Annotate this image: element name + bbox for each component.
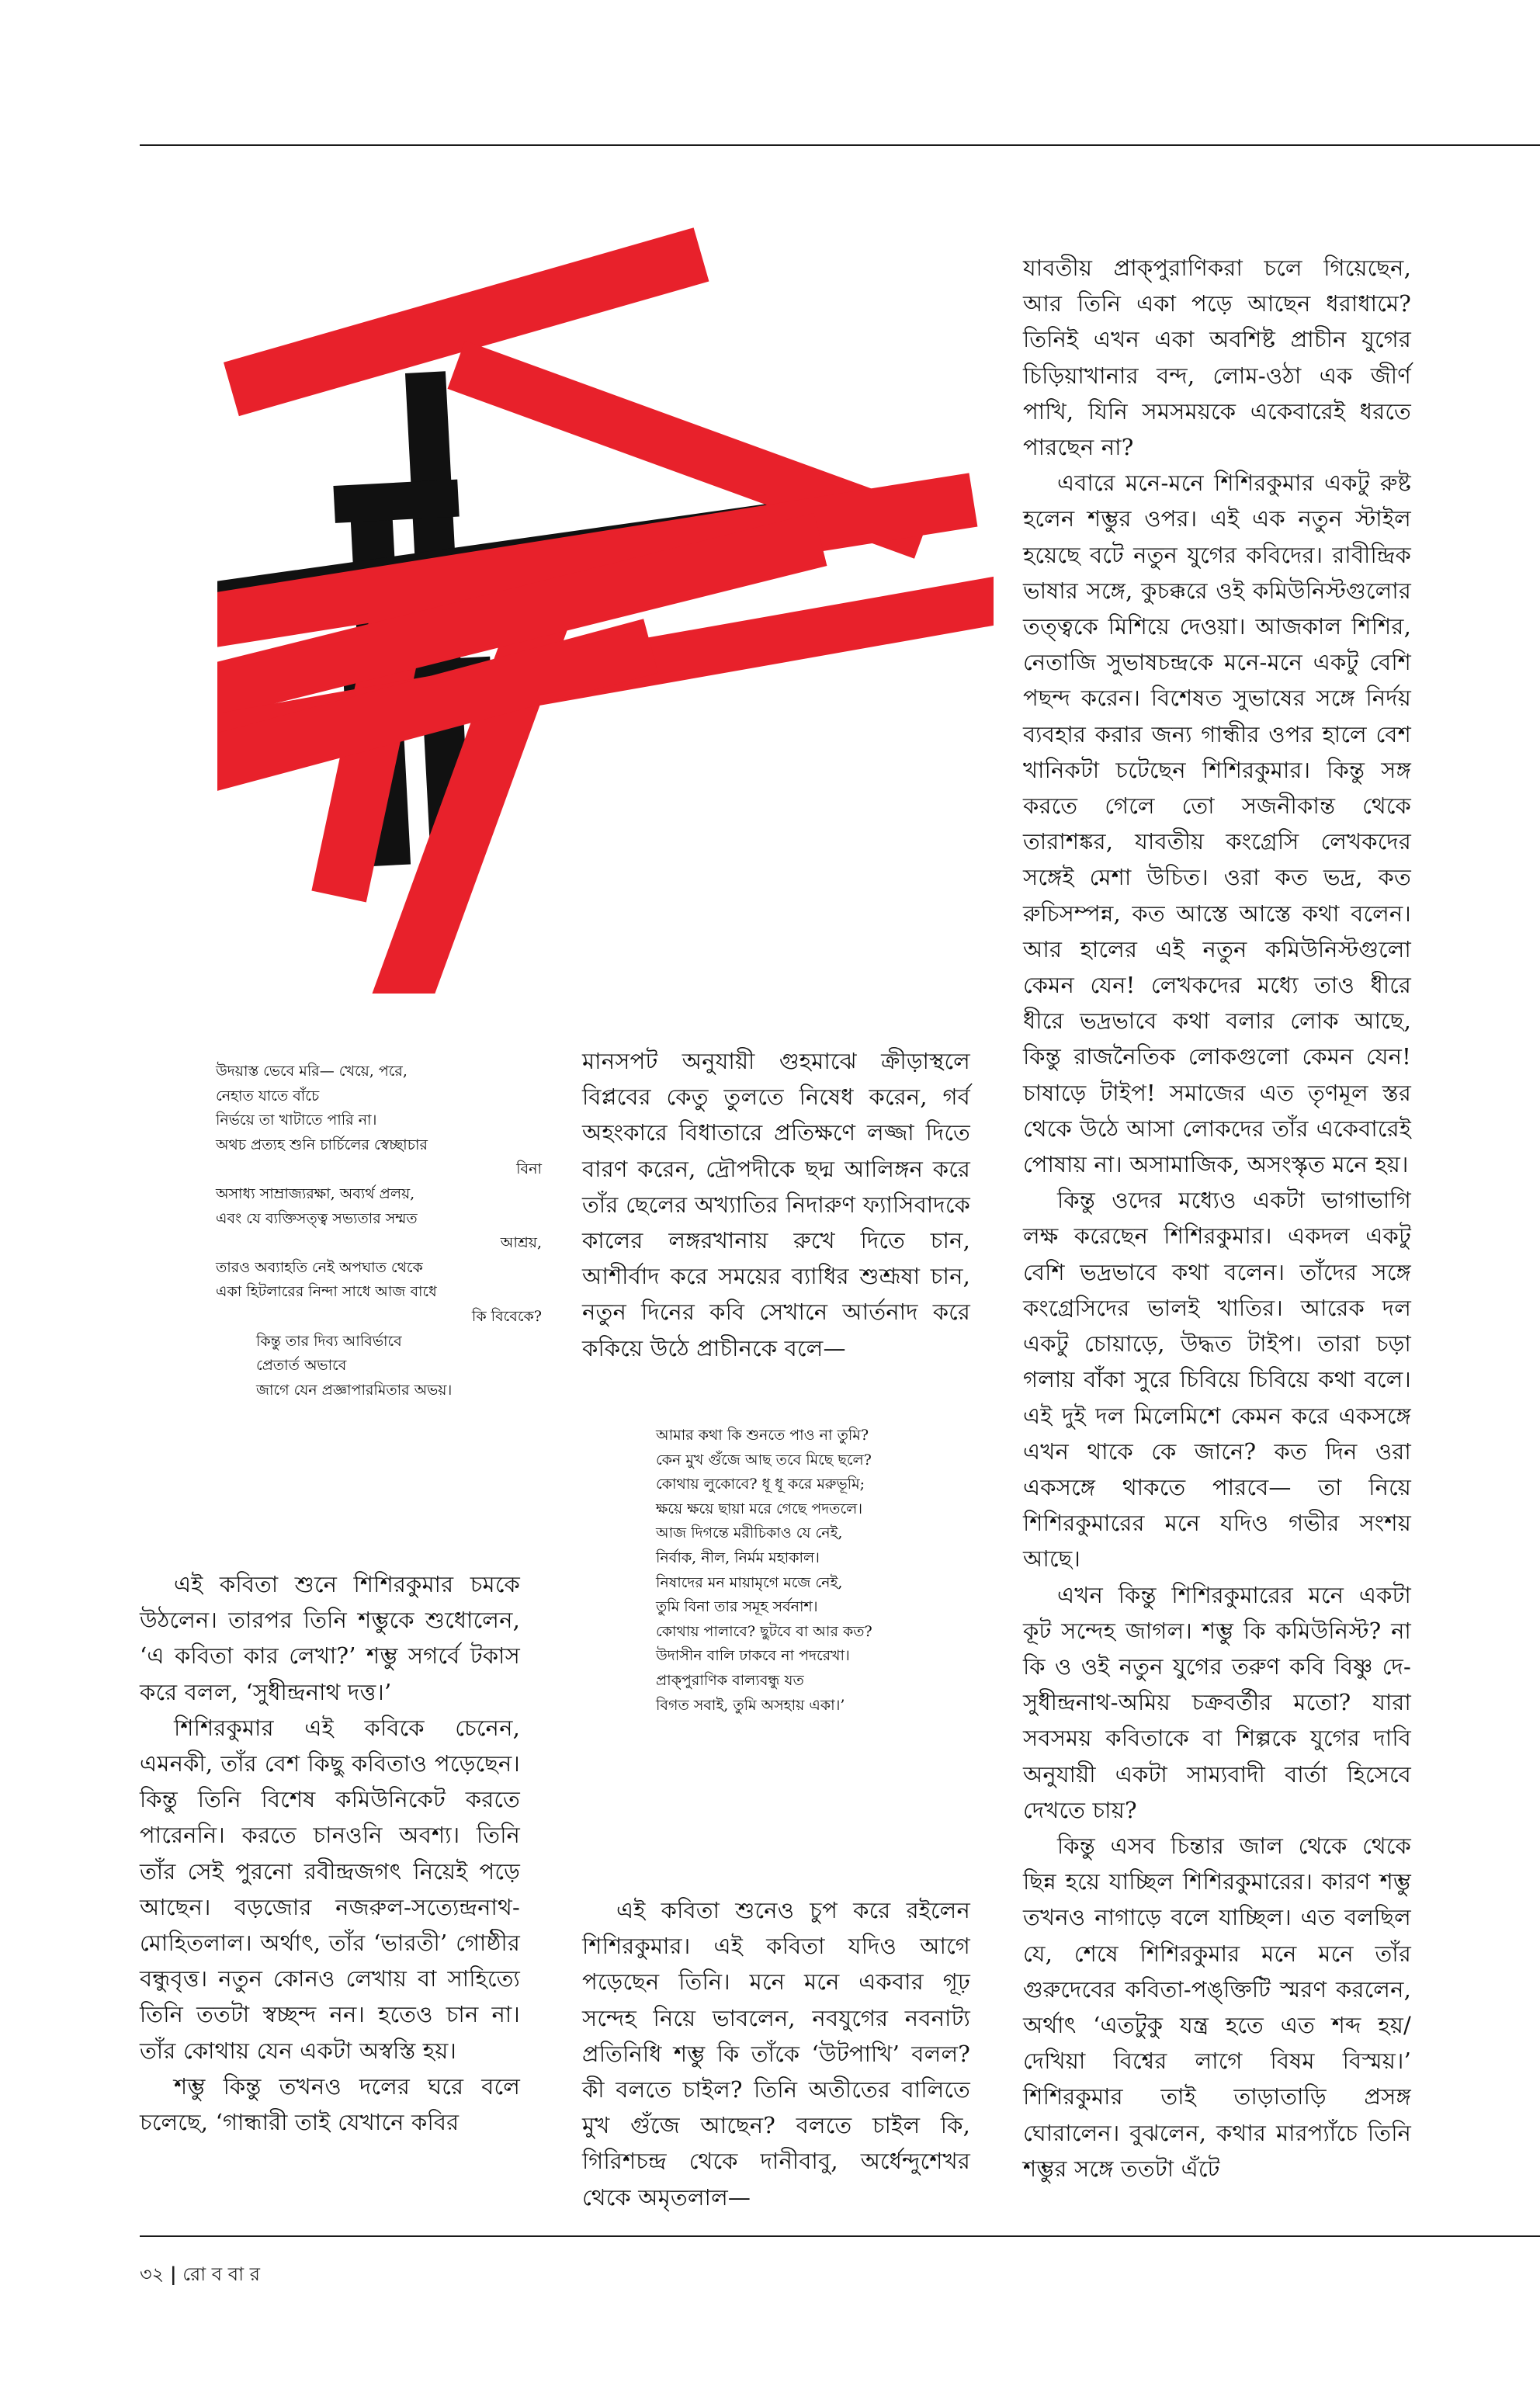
page-footer xyxy=(140,2260,260,2291)
poem-line: আমার কথা কি শুনতে পাও না তুমি? xyxy=(656,1427,869,1444)
poem-line: তারও অব্যাহতি নেই অপঘাত থেকে xyxy=(216,1258,423,1276)
poem-line: কোথায় লুকোবে? ধূ ধূ করে মরুভূমি; xyxy=(656,1476,865,1493)
paragraph: কিন্তু এসব চিন্তার জাল থেকে থেকে ছিন্ন হয়ে যাচ্ছিল শিশিরকুমারের। কারণ শম্ভু তখনও নাগাড়ে বলে যাচ্ছিল। এত বলছিল যে, শেষে শিশিরকুমার মনে মনে তাঁর গুরুদেবের কবিতা-পঙ্‌ক্তিটি স্মরণ করলেন, অর্থাৎ ‘এতটুকু যন্ত্র হতে এত শব্দ হয়/ দেখিয়া বিশ্বের লাগে বিষম বিস্ময়।’ শিশিরকুমার তাই তাড়াতাড়ি প্রসঙ্গ ঘোরালেন। বুঝলেন, কথার মারপ্যাঁচে তিনি শম্ভুর সঙ্গে ততটা এঁটে xyxy=(1023,1832,1411,2182)
poem-middle xyxy=(656,1424,982,1718)
red-black-strips-illustration xyxy=(217,217,994,994)
article-column-left xyxy=(140,1566,520,2140)
poem-left xyxy=(216,1060,542,1403)
poem-line: তুমি বিনা তার সমূহ সর্বনাশ। xyxy=(656,1598,818,1616)
poem-line: জাগে যেন প্রজ্ঞাপারমিতার অভয়। xyxy=(256,1381,453,1399)
paragraph: এই কবিতা শুনেও চুপ করে রইলেন শিশিরকুমার। এই কবিতা যদিও আগে পড়েছেন তিনি। মনে মনে একবার গূঢ় সন্দেহ নিয়ে ভাবলেন, নবযুগের নবনাট্য প্রতিনিধি শম্ভু কি তাঁকে ‘উটপাখি’ বলল? কী বলতে চাইল? তিনি অতীতের বালিতে মুখ গুঁজে আছেন? বলতে চাইল কি, গিরিশচন্দ্র থেকে দানীবাবু, অর্ধেন্দুশেখর থেকে অমৃতলাল— xyxy=(582,1897,970,2211)
poem-line: নেহাত যাতে বাঁচে xyxy=(216,1087,320,1105)
poem-line: ক্ষয়ে ক্ষয়ে ছায়া মরে গেছে পদতলে। xyxy=(656,1500,863,1517)
poem-line: আজ দিগন্তে মরীচিকাও যে নেই, xyxy=(656,1524,843,1542)
poem-line: এবং যে ব্যক্তিসত্ত্ব সভ্যতার সম্মত xyxy=(216,1209,418,1227)
poem-line: কেন মুখ গুঁজে আছ তবে মিছে ছলে? xyxy=(656,1451,872,1469)
paragraph: এবারে মনে-মনে শিশিরকুমার একটু রুষ্ট হলেন শম্ভুর ওপর। এই এক নতুন স্টাইল হয়েছে বটে নতুন যুগের কবিদের। রাবীন্দ্রিক ভাষার সঙ্গে, কুচক্করে ওই কমিউনিস্টগুলোর তত্ত্বকে মিশিয়ে দেওয়া। আজকাল শিশির, নেতাজি সুভাষচন্দ্রকে মনে-মনে একটু বেশি পছন্দ করেন। বিশেষত সুভাষের সঙ্গে নির্দয় ব্যবহার করার জন্য গান্ধীর ওপর হালে বেশ খানিকটা চটেছেন শিশিরকুমার। কিন্তু সঙ্গ করতে গেলে তো সজনীকান্ত থেকে তারাশঙ্কর, যাবতীয় কংগ্রেসি লেখকদের সঙ্গেই মেশা উচিত। ওরা কত ভদ্র, কত রুচিসম্পন্ন, কত আস্তে আস্তে কথা বলেন। আর হালের এই নতুন কমিউনিস্টগুলো কেমন যেন! লেখকদের মধ্যে তাও ধীরে ধীরে ভদ্রভাবে কথা বলার লোক আছে, কিন্তু রাজনৈতিক লোকগুলো কেমন যেন! চাষাড়ে টাইপ! সমাজের এত তৃণমূল স্তর থেকে উঠে আসা লোকদের তাঁর একেবারেই পোষায় না। অসামাজিক, অসংস্কৃত মনে হয়। xyxy=(1023,470,1411,1178)
poem-line: কোথায় পালাবে? ছুটবে বা আর কত? xyxy=(656,1622,872,1640)
paragraph: শিশিরকুমার এই কবিকে চেনেন, এমনকী, তাঁর বেশ কিছু কবিতাও পড়েছেন। কিন্তু তিনি বিশেষ কমিউনিকেট করতে পারেননি। করতে চানওনি অবশ্য। তিনি তাঁর সেই পুরনো রবীন্দ্রজগৎ নিয়েই পড়ে আছেন। বড়জোর নজরুল-সত্যেন্দ্রনাথ-মোহিতলাল। অর্থাৎ, তাঁর ‘ভারতী’ গোষ্ঠীর বন্ধুবৃত্ত। নতুন কোনও লেখায় বা সাহিত্যে তিনি ততটা স্বচ্ছন্দ নন। হতেও চান না। তাঁর কোথায় যেন একটা অস্বস্তি হয়। xyxy=(140,1714,520,2064)
poem-line: প্রাক্‌পুরাণিক বাল্যবন্ধু যত xyxy=(656,1671,804,1689)
poem-line: একা হিটলারের নিন্দা সাধে আজ বাধে xyxy=(216,1283,437,1301)
poem-line: উদয়াস্ত ভেবে মরি— খেয়ে, পরে, xyxy=(216,1063,408,1080)
poem-line: নির্বাক, নীল, নির্মম মহাকাল। xyxy=(656,1549,820,1566)
poem-line: বিগত সবাই, তুমি অসহায় একা।’ xyxy=(656,1696,845,1714)
paragraph: এই কবিতা শুনে শিশিরকুমার চমকে উঠলেন। তারপর তিনি শম্ভুকে শুধোলেন, ‘এ কবিতা কার লেখা?’ শম্ভু সগর্বে টকাস করে বলল, ‘সুধীন্দ্রনাথ দত্ত।’ xyxy=(140,1571,520,1705)
article-column-right xyxy=(1023,250,1411,2187)
magazine-name: রো ব বা র xyxy=(182,2263,260,2285)
poem-line: অথচ প্রত্যহ শুনি চার্চিলের স্বেচ্ছাচার xyxy=(216,1136,428,1153)
poem-line: আশ্রয়, xyxy=(500,1234,542,1252)
poem-line: বিনা xyxy=(516,1160,542,1178)
poem-line: কিন্তু তার দিব্য আবির্ভাবে xyxy=(256,1332,402,1350)
poem-line: নিষাদের মন মায়ামৃগে মজে নেই, xyxy=(656,1573,843,1591)
poem-line: উদাসীন বালি ঢাকবে না পদরেখা। xyxy=(656,1647,850,1665)
top-rule xyxy=(140,144,1540,146)
bottom-rule xyxy=(140,2235,1540,2237)
paragraph: শম্ভু কিন্তু তখনও দলের ঘরে বলে চলেছে, ‘গান্ধারী তাই যেখানে কবির xyxy=(140,2072,520,2136)
article-column-middle-bottom xyxy=(582,1892,970,2215)
footer-separator: | xyxy=(169,2263,177,2285)
paragraph: এখন কিন্তু শিশিরকুমারের মনে একটা কূট সন্দেহ জাগল। শম্ভু কি কমিউনিস্ট? না কি ও ওই নতুন যুগের তরুণ কবি বিষ্ণু দে-সুধীন্দ্রনাথ-অমিয় চক্রবর্তীর মতো? যারা সবসময় কবিতাকে বা শিল্পকে যুগের দাবি অনুযায়ী একটা সাম্যবাদী বার্তা হিসেবে দেখতে চায়? xyxy=(1023,1581,1411,1823)
paragraph: মানসপট অনুযায়ী গুহমাঝে ক্রীড়াস্থলে বিপ্লবের কেতু তুলতে নিষেধ করেন, গর্ব অহংকারে বিধাতারে প্রতিক্ষণে লজ্জা দিতে বারণ করেন, দ্রৌপদীকে ছদ্ম আলিঙ্গন করে তাঁর ছেলের অখ্যাতির নিদারুণ ফ্যাসিবাদকে কালের লঙ্গরখানায় রুখে দিতে চান, আশীর্বাদ করে সময়ের ব্যাধির শুশ্রূষা চান, নতুন দিনের কবি সেখানে আর্তনাদ করে ককিয়ে উঠে প্রাচীনকে বলে— xyxy=(582,1048,971,1361)
poem-line: নির্ভয়ে তা খাটাতে পারি না। xyxy=(216,1112,377,1129)
article-column-middle-top xyxy=(582,1043,970,1366)
paragraph: যাবতীয় প্রাক্‌পুরাণিকরা চলে গিয়েছেন, আর তিনি একা পড়ে আছেন ধরাধামে? তিনিই এখন একা অবশিষ্ট প্রাচীন যুগের চিড়িয়াখানার বন্দ, লোম-ওঠা এক জীর্ণ পাখি, যিনি সমসময়কে একেবারেই ধরতে পারছেন না? xyxy=(1023,255,1411,461)
paragraph: কিন্তু ওদের মধ্যেও একটা ভাগাভাগি লক্ষ করেছেন শিশিরকুমার। একদল একটু বেশি ভদ্রভাবে কথা বলেন। তাঁদের সঙ্গে কংগ্রেসিদের ভালই খাতির। আরেক দল একটু চোয়াড়ে, উদ্ধত টাইপ। তারা চড়া গলায় বাঁকা সুরে চিবিয়ে চিবিয়ে কথা বলে। এই দুই দল মিলেমিশে কেমন করে একসঙ্গে এখন থাকে কে জানে? কত দিন ওরা একসঙ্গে থাকতে পারবে— তা নিয়ে শিশিরকুমারের মনে যদিও গভীর সংশয় আছে। xyxy=(1023,1187,1411,1573)
page-number: ৩২ xyxy=(140,2263,165,2285)
poem-line: কি বিবেকে? xyxy=(471,1307,542,1325)
poem-line: অসাধ্য সাম্রাজ্যরক্ষা, অব্যর্থ প্রলয়, xyxy=(216,1184,415,1202)
poem-line: প্রেতার্ত অভাবে xyxy=(256,1357,347,1375)
